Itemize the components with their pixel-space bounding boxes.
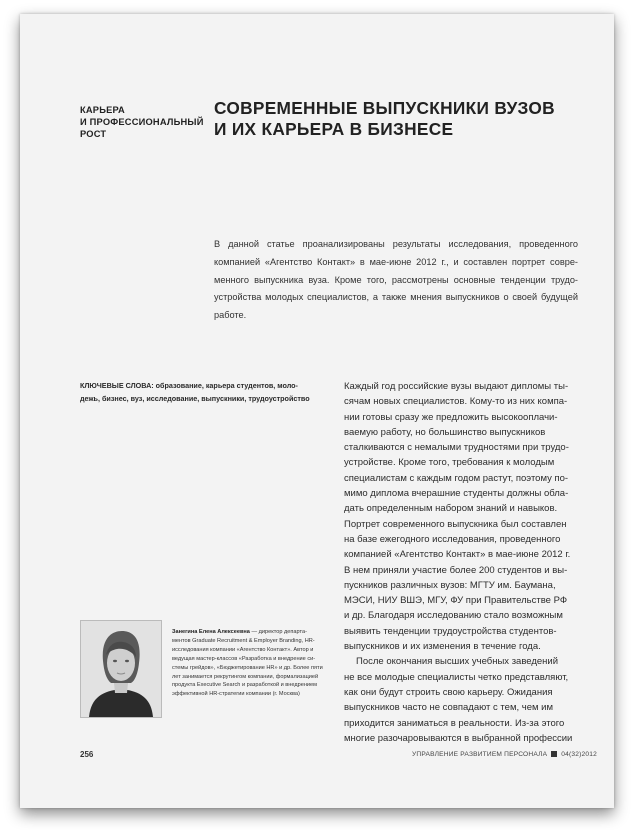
keywords-line: дежь, бизнес, вуз, исследование, выпускники, трудоустройство [80, 393, 310, 403]
body-line: МЭСИ, НИУ ВШЭ, МГУ, ФУ при Правительстве РФ [344, 595, 568, 607]
body-line: сталкиваются с немалыми трудностями при трудо- [344, 442, 569, 454]
body-line: пускников различных вузов: МГТУ им. Баумана, [344, 579, 556, 591]
article-title [214, 98, 574, 140]
body-line: После окончания высших учебных заведений [356, 656, 559, 668]
journal-name: УПРАВЛЕНИЕ РАЗВИТИЕМ ПЕРСОНАЛА [412, 751, 548, 758]
body-line: как они будут строить свою карьеру. Ожидания [344, 686, 553, 698]
body-line: Каждый год российские вузы выдают дипломы ты- [344, 381, 569, 392]
body-line: В нем приняли участие более 200 студентов и вы- [344, 564, 568, 576]
abstract [214, 236, 578, 325]
author-bio-line: продукта Executive Search и разработкой и внедрением [172, 682, 318, 689]
body-line: приходится заниматься в реальности. Из-за этого [344, 717, 565, 729]
abstract-line: менного выпускника вуза. Кроме того, рассмотрены основные тенденции трудо- [214, 274, 578, 285]
journal-page [20, 14, 614, 808]
body-line: на базе ежегодного исследования, проведенного [344, 533, 561, 545]
author-bio-line: эффективной HR-стратегии компании (г. Москва) [172, 691, 300, 698]
abstract-line: устройства молодых специалистов, а также мнения выпускников о своей будущей [214, 292, 578, 303]
square-bullet-icon [551, 751, 557, 757]
title-line: И ИХ КАРЬЕРА В БИЗНЕСЕ [214, 119, 454, 139]
body-line: компанией «Агентство Контакт» в мае-июне 2012 г. [344, 549, 571, 561]
keywords [80, 380, 328, 405]
author-bio-line: ведущая мастер-классов «Разработка и внедрение си- [172, 655, 316, 662]
author-bio-line: ментов Graduate Recruitment & Employer Branding, HR- [172, 637, 315, 644]
page-number: 256 [80, 750, 94, 759]
article-body [344, 379, 592, 746]
body-line: ваемую работу, но большинство выпускников [344, 426, 546, 438]
author-name: Занегина Елена Алексеевна [172, 629, 250, 635]
author-bio-line: стемы грейдов», «Бюджетирование HR» и др. Более пяти [172, 664, 323, 671]
title-line: СОВРЕМЕННЫЕ ВЫПУСКНИКИ ВУЗОВ [214, 98, 555, 118]
author-photo [80, 620, 162, 718]
journal-issue: 04(32)2012 [561, 751, 598, 758]
body-line: дать определенным набором знаний и навыков. [344, 503, 558, 515]
body-line: выявить тенденции трудоустройства студентов- [344, 625, 557, 637]
keywords-line: КЛЮЧЕВЫЕ СЛОВА: образование, карьера студентов, моло- [80, 381, 298, 390]
author-bio-line: исследования компании «Агентство Контакт». Автор и [172, 646, 314, 653]
body-line: мимо диплома вчерашние студенты должны обла- [344, 488, 569, 500]
body-line: и др. Благодаря исследованию стало возможным [344, 610, 563, 622]
section-line: КАРЬЕРА [80, 105, 125, 115]
body-line: нии готовы сразу же предложить высокооплачи- [344, 411, 558, 423]
section-line: РОСТ [80, 129, 107, 139]
body-line: специалистам с каждым годом растут, поэтому по- [344, 472, 569, 484]
body-line: многие разочаровываются в выбранной профессии [344, 732, 573, 744]
body-line: не все молодые специалисты четко представляют, [344, 671, 569, 683]
body-line: выпускников и их изменения в течение года. [344, 641, 541, 653]
abstract-line: компанией «Агентство Контакт» в мае-июне 2012 г., и составлен портрет совре- [214, 256, 578, 267]
section-line: И ПРОФЕССИОНАЛЬНЫЙ [80, 117, 204, 127]
author-bio-line: — директор департа- [249, 629, 307, 635]
journal-footer [412, 751, 597, 758]
author-bio-line: лет занимается рекрутингом компании, формализацией [172, 673, 319, 680]
abstract-line: работе. [214, 310, 247, 321]
body-line: Портрет современного выпускника был составлен [344, 518, 567, 530]
author-bio [172, 628, 332, 699]
abstract-line: В данной статье проанализированы результаты исследования, проведенного [214, 239, 578, 249]
body-line: выпускников часто не совпадают с тем, чем им [344, 702, 553, 714]
section-heading [80, 104, 210, 140]
body-line: сячам новых специалистов. Кому-то из них компа- [344, 396, 568, 408]
body-line: устройстве. Кроме того, требования к молодым [344, 457, 555, 469]
